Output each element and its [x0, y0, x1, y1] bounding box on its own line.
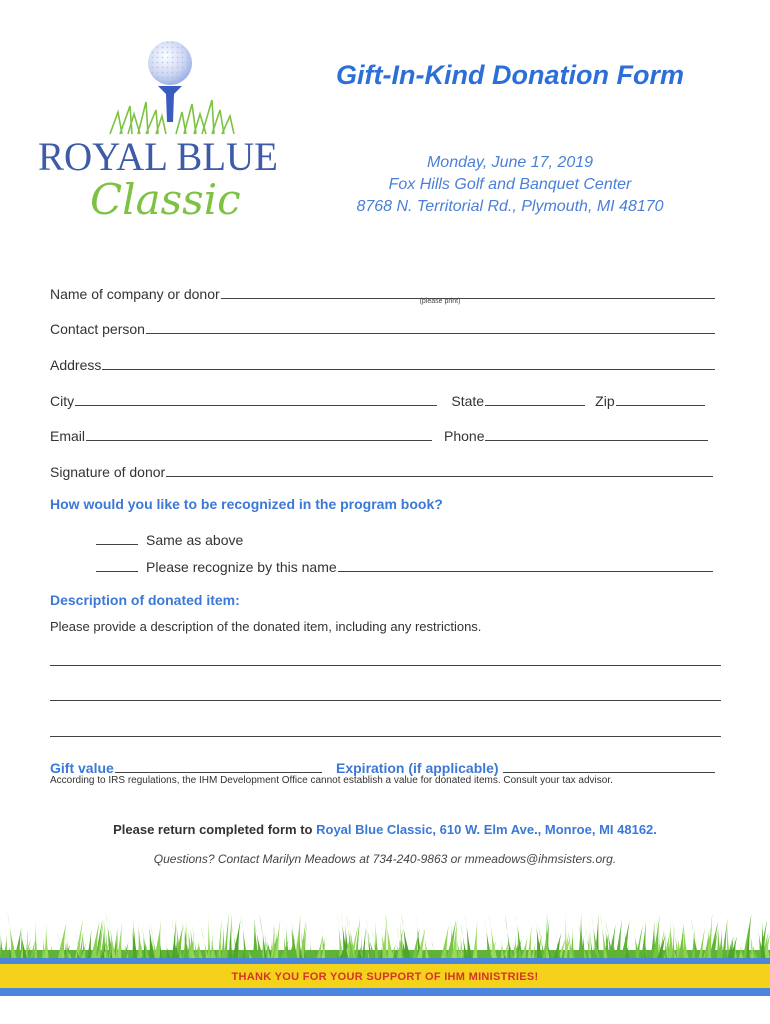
contact-field[interactable] — [146, 319, 715, 334]
state-label: State — [451, 393, 485, 409]
gift-value-label: Gift value — [50, 760, 114, 776]
signature-field[interactable] — [166, 462, 713, 477]
grass-border-icon — [0, 910, 770, 965]
phone-label: Phone — [444, 428, 485, 444]
email-label: Email — [50, 428, 86, 444]
irs-note: According to IRS regulations, the IHM Development Office cannot establish a value for donated items. Consult your tax advisor. — [50, 775, 613, 786]
zip-label: Zip — [595, 393, 615, 409]
contact-row — [50, 315, 715, 337]
description-instruction: Please provide a description of the donated item, including any restrictions. — [50, 619, 482, 634]
description-line-2[interactable] — [50, 700, 721, 701]
event-address: 8768 N. Territorial Rd., Plymouth, MI 48170 — [356, 198, 664, 215]
logo-classic-text: Classic — [90, 175, 241, 224]
return-address: Royal Blue Classic, 610 W. Elm Ave., Monroe, MI 48162. — [316, 822, 657, 837]
logo-royal-blue-text: ROYAL BLUE — [38, 134, 278, 179]
address-row — [50, 351, 715, 373]
event-venue: Fox Hills Golf and Banquet Center — [388, 176, 632, 193]
recognize-name-field[interactable] — [338, 557, 713, 572]
contact-questions: Questions? Contact Marilyn Meadows at 734-240-9863 or mmeadows@ihmsisters.org. — [153, 852, 617, 866]
company-row — [50, 280, 715, 302]
signature-label: Signature of donor — [50, 464, 166, 480]
option-name-row — [96, 553, 713, 575]
please-print-note: (please print) — [419, 298, 461, 305]
option-same-row — [96, 526, 396, 548]
email-field[interactable] — [86, 426, 432, 441]
address-label: Address — [50, 357, 102, 373]
return-prefix: Please return completed form to — [113, 822, 313, 837]
recognition-question: How would you like to be recognized in the program book? — [50, 496, 443, 512]
blue-band-bottom — [0, 988, 770, 996]
phone-field[interactable] — [485, 426, 708, 441]
form-title: Gift-In-Kind Donation Form — [336, 60, 684, 90]
royal-blue-classic-logo — [30, 30, 290, 230]
expiration-field[interactable] — [503, 758, 715, 773]
description-line-3[interactable] — [50, 736, 721, 737]
event-date: Monday, June 17, 2019 — [426, 154, 594, 171]
address-field[interactable] — [102, 355, 715, 370]
city-label: City — [50, 393, 75, 409]
zip-field[interactable] — [616, 391, 705, 406]
city-state-zip-row — [50, 387, 705, 409]
golf-ball-icon — [148, 41, 192, 85]
contact-label: Contact person — [50, 321, 145, 337]
city-field[interactable] — [75, 391, 437, 406]
gift-value-field[interactable] — [115, 758, 322, 773]
signature-row — [50, 458, 713, 480]
recognize-name-label: Please recognize by this name — [146, 559, 337, 575]
state-field[interactable] — [485, 391, 585, 406]
gift-value-row — [50, 754, 715, 776]
company-field[interactable] — [221, 284, 715, 299]
thank-you-banner: THANK YOU FOR YOUR SUPPORT OF IHM MINISTRIES! — [231, 971, 539, 983]
same-as-above-label: Same as above — [146, 532, 244, 548]
email-phone-row — [50, 422, 708, 444]
expiration-label: Expiration (if applicable) — [336, 760, 499, 776]
description-line-1[interactable] — [50, 665, 721, 666]
return-instructions — [0, 822, 770, 837]
company-label: Name of company or donor — [50, 286, 220, 302]
description-title: Description of donated item: — [50, 592, 240, 608]
recognize-name-blank[interactable] — [96, 557, 138, 572]
same-as-above-blank[interactable] — [96, 530, 138, 545]
